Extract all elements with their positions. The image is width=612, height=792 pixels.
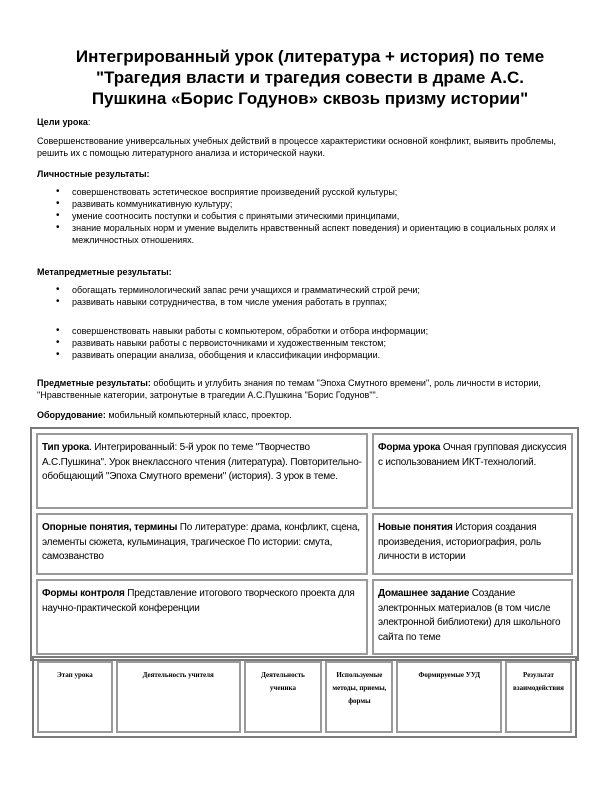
homework-cell bbox=[372, 579, 573, 655]
control-forms-text: Представление итогового творческого проекта для научно-практической конференции bbox=[42, 588, 355, 614]
subject-results-label: Предметные результаты: bbox=[37, 378, 151, 388]
uud-header-cell: Формируемые УУД bbox=[396, 661, 502, 733]
teacher-activity-header-cell: Деятельность учителя bbox=[116, 661, 241, 733]
lesson-form-text: Очная групповая дискуссия с использованием ИКТ-технологий. bbox=[378, 442, 567, 468]
lesson-type-label: Тип урока bbox=[42, 442, 90, 453]
title-line-1: Интегрированный урок (литература + история) по теме bbox=[75, 47, 545, 66]
lesson-form-label: Форма урока bbox=[378, 442, 441, 453]
list-item: • совершенствовать эстетическое восприятие произведений русской культуры; bbox=[56, 186, 576, 198]
key-concepts-cell bbox=[36, 513, 368, 575]
personal-results-list bbox=[56, 186, 576, 246]
new-concepts-label: Новые понятия bbox=[378, 522, 453, 533]
lesson-type-text: . Интегрированный: 5-й урок по теме "Творчество А.С.Пушкина". Урок внеклассного чтения (литература). Повторительно-обобщающий "Эпоха Смутного времени" (история). 3 урок в теме. bbox=[42, 442, 362, 482]
new-concepts-text: История создания произведения, историография, роль личности в истории bbox=[378, 522, 541, 562]
homework-text: Создание электронных материалов (в том числе электронной библиотеки) для школьного сайта по теме bbox=[378, 588, 561, 643]
meta-results-list-a bbox=[56, 284, 576, 308]
list-item: • развивать коммуникативную культуру; bbox=[56, 198, 576, 210]
equipment-label: Оборудование: bbox=[37, 410, 106, 420]
list-item: • совершенствовать навыки работы с компьютером, обработки и отбора информации; bbox=[56, 325, 576, 337]
stage-header-cell: Этап урока bbox=[37, 661, 113, 733]
new-concepts-cell bbox=[372, 513, 573, 575]
subject-results-text: обобщить и углубить знания по темам "Эпоха Смутного времени", роль личности в истории, "Нравственные категории, затронутые в трагедии А.С.Пушкина "Борис Годунов"". bbox=[37, 378, 541, 400]
goals-heading bbox=[37, 116, 582, 128]
control-forms-cell bbox=[36, 579, 368, 655]
list-item: • знание моральных норм и умение выделить нравственный аспект поведения) и ориентацию в социальных ролях и межличностных отношениях. bbox=[56, 222, 576, 246]
meta-results-heading: Метапредметные результаты: bbox=[37, 267, 172, 277]
list-item: • развивать операции анализа, обобщения и классификации информации. bbox=[56, 349, 576, 361]
list-item: • развивать навыки работы с первоисточниками и художественным текстом; bbox=[56, 337, 576, 349]
personal-results-heading: Личностные результаты: bbox=[37, 169, 150, 179]
goals-colon: : bbox=[87, 117, 91, 127]
lesson-form-cell bbox=[372, 433, 573, 509]
title-line-3: Пушкина «Борис Годунов» сквозь призму истории" bbox=[91, 89, 529, 108]
subject-results bbox=[37, 377, 582, 401]
lesson-type-cell bbox=[36, 433, 368, 509]
key-concepts-text: По литературе: драма, конфликт, сцена, элементы сюжета, кульминация, трагическое По истории: смута, самозванство bbox=[42, 522, 360, 562]
list-item: • обогащать терминологический запас речи учащихся и грамматический строй речи; bbox=[56, 284, 576, 296]
control-forms-label: Формы контроля bbox=[42, 588, 125, 599]
document-title bbox=[30, 46, 590, 109]
lesson-info-table bbox=[30, 427, 579, 661]
goals-text: Совершенствование универсальных учебных действий в процессе характеристики основной конфликт, выявить проблемы, решить их с помощью литературного анализа и исторической науки. bbox=[37, 136, 556, 158]
student-activity-header-cell: Деятельность ученика bbox=[244, 661, 323, 733]
methods-header-cell: Используемые методы, приемы, формы bbox=[325, 661, 393, 733]
title-line-2: "Трагедия власти и трагедия совести в драме А.С. bbox=[95, 68, 525, 87]
homework-label: Домашнее задание bbox=[378, 588, 470, 599]
goals-label: Цели урока bbox=[37, 117, 88, 127]
table-row bbox=[37, 661, 572, 733]
list-item: • умение соотносить поступки и события с принятыми этическими принципами, bbox=[56, 210, 576, 222]
equipment-text: мобильный компьютерный класс, проектор. bbox=[105, 410, 292, 420]
lesson-stage-table bbox=[32, 656, 577, 738]
equipment bbox=[37, 409, 582, 421]
result-header-cell: Результат взаимодействия bbox=[505, 661, 572, 733]
meta-results-list-b bbox=[56, 325, 576, 361]
list-item: • развивать навыки сотрудничества, в том числе умения работать в группах; bbox=[56, 296, 576, 308]
key-concepts-label: Опорные понятия, термины bbox=[42, 522, 178, 533]
